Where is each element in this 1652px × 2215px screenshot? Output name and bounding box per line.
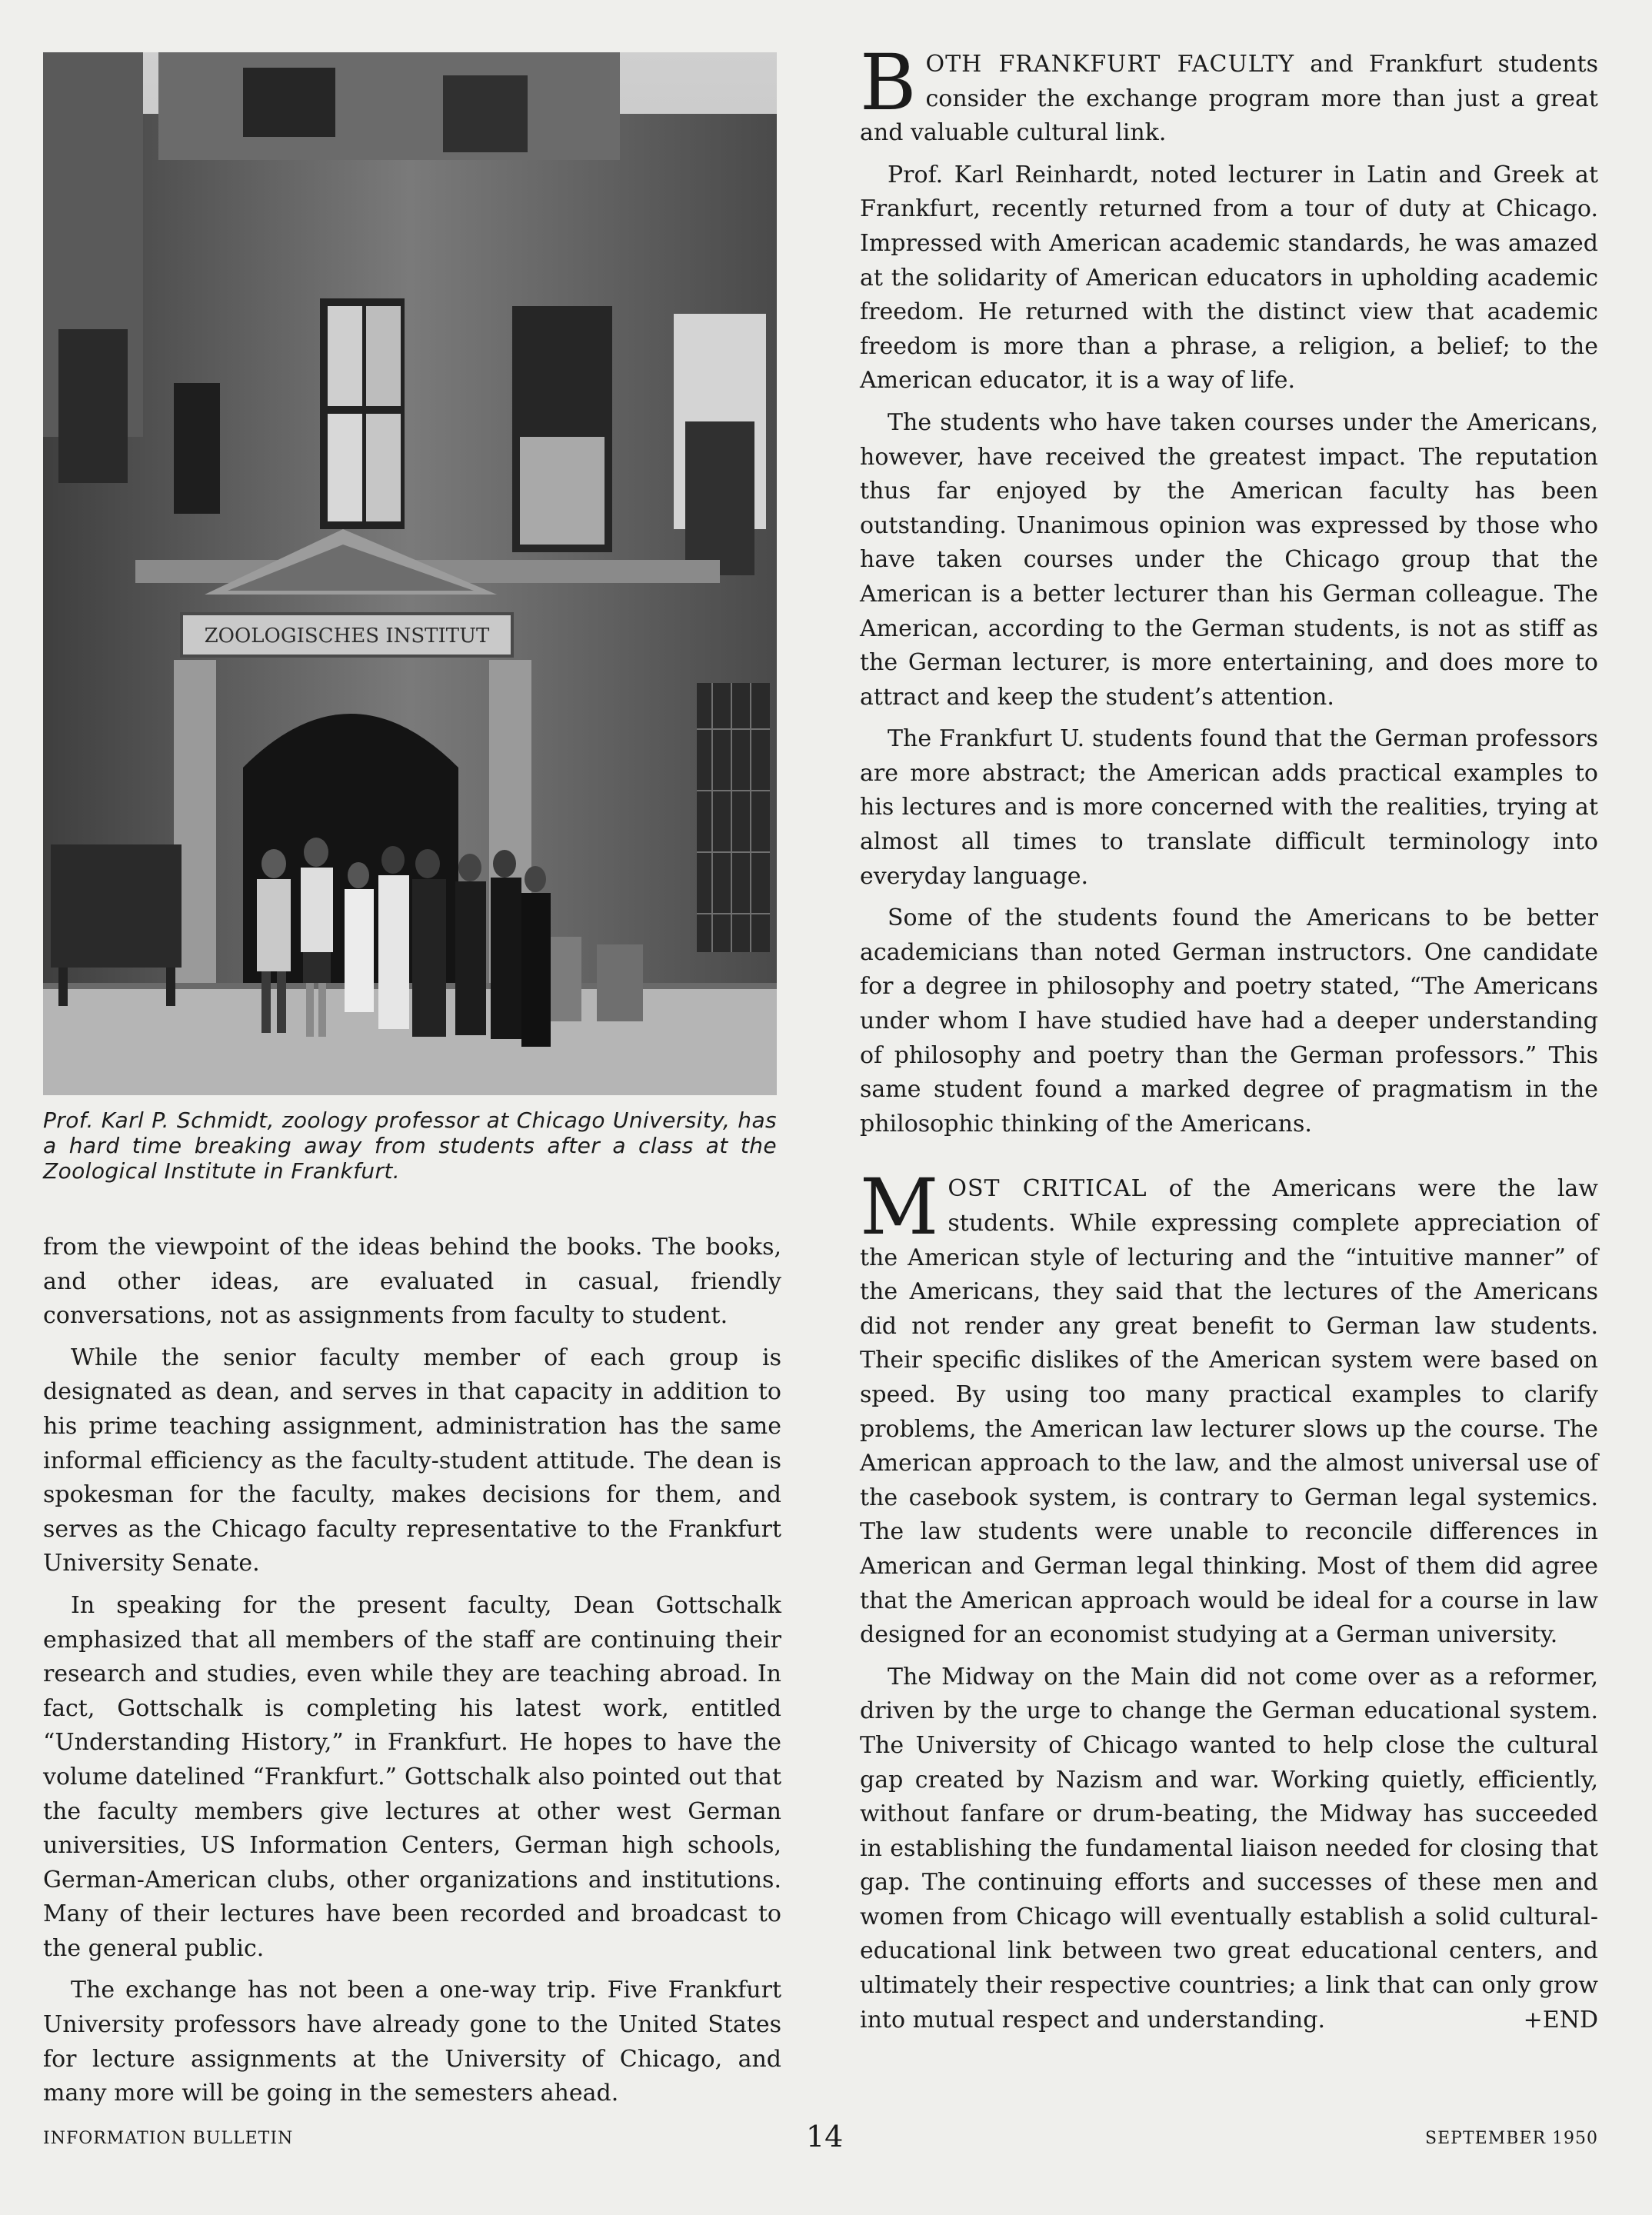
page-number: 14 (806, 2120, 844, 2153)
section-lead-paragraph (860, 38, 1598, 151)
paragraph: In speaking for the present faculty, Dean Gottschalk emphasized that all members of the staff are continuing their research and studies, even while they are teaching abroad. In fact, Gottschalk is completing his latest work, entitled “Understanding History,” in Frankfurt. He hopes to have the volume datelined “Frankfurt.” Gottschalk also pointed out that the faculty members give lectures at other west German universities, US Information Centers, German high schools, German-American clubs, other organizations and institutions. Many of their lectures have been recorded and broadcast to the general public. (43, 1591, 781, 1962)
section-divider (860, 1149, 1598, 1172)
section-lead-paragraph (860, 1162, 1598, 1652)
zoological-institute-photo (43, 52, 777, 1095)
paragraph: The exchange has not been a one-way trip. Five Frankfurt University professors have already gone to the United States for lecture assignments at the University of Chicago, and many more will be going in the semesters ahead. (43, 1977, 781, 2107)
drop-cap: M (860, 1162, 939, 1253)
lead-caps: OTH FRANKFURT FACULTY (925, 51, 1295, 78)
paragraph: from the viewpoint of the ideas behind the books. The books, and other ideas, are evaluated in casual, friendly conversations, not as assignments from faculty to student. (43, 1234, 781, 1330)
photo-caption: Prof. Karl P. Schmidt, zoology professor at Chicago University, has a hard time breaking away from students after a class at the Zoological Institute in Frankfurt. (43, 1108, 777, 1184)
paragraph: The Frankfurt U. students found that the German professors are more abstract; the American adds practical examples to his lectures and is more concerned with the realities, trying at almost all times to translate difficult terminology into everyday language. (860, 725, 1598, 890)
paragraph: While the senior faculty member of each group is designated as dean, and serves in that capacity in addition to his prime teaching assignment, administration has the same informal efficiency as the faculty-student attitude. The dean is spokesman for the faculty, makes decisions for them, and serves as the Chicago faculty representative to the Frankfurt University Senate. (43, 1344, 781, 1577)
end-mark: +END (1523, 2006, 1598, 2033)
right-column (860, 38, 1598, 2045)
drop-cap: B (860, 38, 917, 128)
lead-text: and Frankfurt students consider the exchange program more than just a great and valuable cultural link. (860, 51, 1598, 147)
article-photo (43, 52, 777, 1095)
lead-text: of the Americans were the law students. While expressing complete appreciation of the American style of lecturing and the “intuitive manner” of the Americans, they said that the lectures of the Americans did not render any great benefit to German law students. Their specific dislikes of the American system were based on speed. By using too many practical examples to clarify problems, the American law lecturer slows up the course. The American approach to the law, and the almost universal use of the casebook system, is contrary to German legal systemics. The law students were unable to reconcile differences in American and German legal thinking. Most of them did agree that the American approach would be ideal for a course in law designed for an economist studying at a German university. (860, 1175, 1598, 1649)
paragraph (860, 1660, 1598, 2038)
footer-date: SEPTEMBER 1950 (1425, 2129, 1598, 2148)
closing-text: The Midway on the Main did not come over as a reformer, driven by the urge to change the German educational system. The University of Chicago wanted to help close the cultural gap created by Nazism and war. Working quietly, efficiently, without fanfare or drum-beating, the Midway has succeeded in establishing the fundamental liaison needed for closing that gap. The continuing efforts and successes of these men and women from Chicago will eventually establish a solid cultural-educational link between two great educational centers, and ultimately their respective countries; a link that can only grow into mutual respect and understanding. (860, 1663, 1598, 2033)
paragraph: Prof. Karl Reinhardt, noted lecturer in Latin and Greek at Frankfurt, recently returned from a tour of duty at Chicago. Impressed with American academic standards, he was amazed at the solidarity of American educators in upholding academic freedom. He returned with the distinct view that academic freedom is more than a phrase, a religion, a belief; to the American educator, it is a way of life. (860, 161, 1598, 395)
footer-publication: INFORMATION BULLETIN (43, 2129, 294, 2148)
paragraph: Some of the students found the Americans to be better academicians than noted German instructors. One candidate for a degree in philosophy and poetry stated, “The Americans under whom I have studied have had a deeper understanding of philosophy and poetry than the German professors.” This same student found a marked degree of pragmatism in the philosophic thinking of the Americans. (860, 904, 1598, 1137)
lead-caps: OST CRITICAL (948, 1175, 1147, 1203)
paragraph: The students who have taken courses under the Americans, however, have received the greatest impact. The reputation thus far enjoyed by the American faculty has been outstanding. Unanimous opinion was expressed by those who have taken courses under the Chicago group that the American is a better lecturer than his German colleague. The American, according to the German students, is not as stiff as the German lecturer, is more entertaining, and does more to attract and keep the student’s attention. (860, 408, 1598, 711)
left-column (43, 1231, 781, 2119)
building-sign-text: ZOOLOGISCHES INSTITUT (204, 625, 490, 648)
